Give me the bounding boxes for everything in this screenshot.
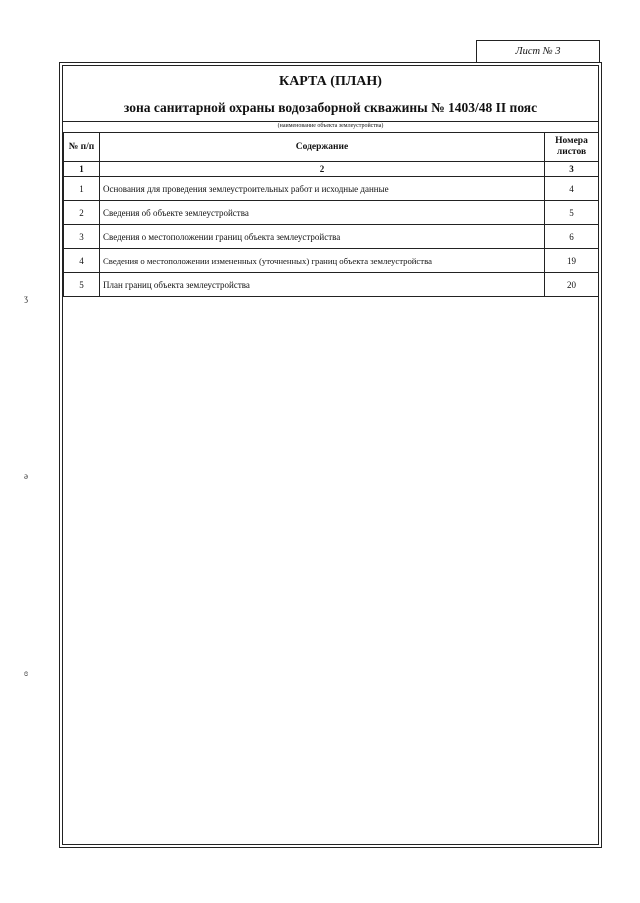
header-number: № п/п [64, 133, 100, 162]
object-name-caption: (наименование объекта землеустройства) [63, 121, 598, 132]
column-number: 3 [545, 162, 599, 177]
sheet-number-label: Лист № 3 [476, 40, 600, 62]
document-inner-frame [62, 65, 599, 845]
row-content: Сведения о местоположении измененных (уточненных) границ объекта землеустройства [100, 249, 545, 273]
binding-hole-mark: ʒ [24, 293, 28, 303]
table-row [64, 201, 599, 225]
row-number: 5 [64, 273, 100, 297]
row-number: 3 [64, 225, 100, 249]
row-content: Сведения об объекте землеустройства [100, 201, 545, 225]
row-sheet-number: 6 [545, 225, 599, 249]
table-row [64, 249, 599, 273]
header-sheets: Номера листов [545, 133, 599, 162]
row-content: Сведения о местоположении границ объекта землеустройства [100, 225, 545, 249]
table-row [64, 225, 599, 249]
binding-hole-mark: ə [24, 471, 28, 481]
column-number: 1 [64, 162, 100, 177]
row-number: 2 [64, 201, 100, 225]
table-row [64, 177, 599, 201]
header-content: Содержание [100, 133, 545, 162]
document-subtitle: зона санитарной охраны водозаборной скважины № 1403/48 II пояс [123, 100, 538, 115]
row-sheet-number: 19 [545, 249, 599, 273]
row-content: Основания для проведения землеустроительных работ и исходные данные [100, 177, 545, 201]
column-number: 2 [100, 162, 545, 177]
binding-hole-mark: ɞ [24, 668, 28, 678]
contents-table [63, 132, 599, 297]
document-frame [59, 62, 602, 848]
table-header-row [64, 133, 599, 162]
row-number: 1 [64, 177, 100, 201]
row-sheet-number: 4 [545, 177, 599, 201]
table-row [64, 273, 599, 297]
row-number: 4 [64, 249, 100, 273]
document-title: КАРТА (ПЛАН) [279, 74, 382, 89]
row-sheet-number: 20 [545, 273, 599, 297]
row-sheet-number: 5 [545, 201, 599, 225]
row-content: План границ объекта землеустройства [100, 273, 545, 297]
column-number-row [64, 162, 599, 177]
